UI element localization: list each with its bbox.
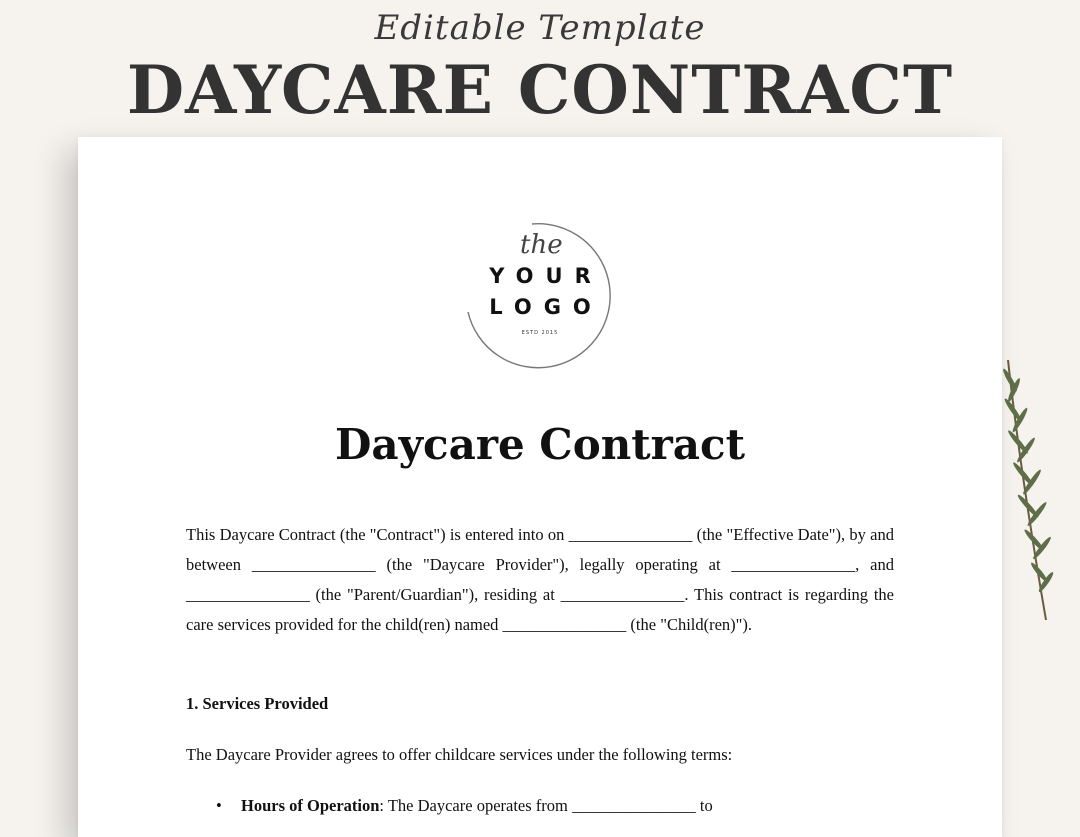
document-title: Daycare Contract — [335, 420, 745, 469]
logo-placeholder — [462, 218, 622, 378]
script-title: Editable Template — [374, 8, 706, 48]
bullet-text: : The Daycare operates from _______________ to — [379, 796, 713, 815]
rosemary-sprig-icon — [980, 350, 1080, 630]
intro-paragraph — [186, 520, 894, 640]
bullet-label: Hours of Operation — [241, 796, 380, 815]
logo-line-your: YOUR — [489, 264, 603, 288]
section-heading: 1. Services Provided — [186, 694, 329, 713]
logo-line-logo: LOGO — [489, 295, 603, 319]
logo-script-text: the — [520, 230, 563, 260]
intro-text: This Daycare Contract (the "Contract") is entered into on _______________ (the "Effective Date"), by and between _______________ (the "Daycare Provider"), legally operating at _______________, and _______________ (the "Parent/Guardian"), residing at _______________. This contract is regarding the care services provided for the child(ren) named _______________ (the "Child(ren)"). — [186, 525, 894, 634]
hero-title: DAYCARE CONTRACT — [126, 51, 954, 129]
section-text: The Daycare Provider agrees to offer childcare services under the following terms: — [186, 745, 733, 764]
bullet-dot-icon: • — [216, 796, 222, 815]
logo-estd: ESTD 2015 — [521, 330, 559, 336]
